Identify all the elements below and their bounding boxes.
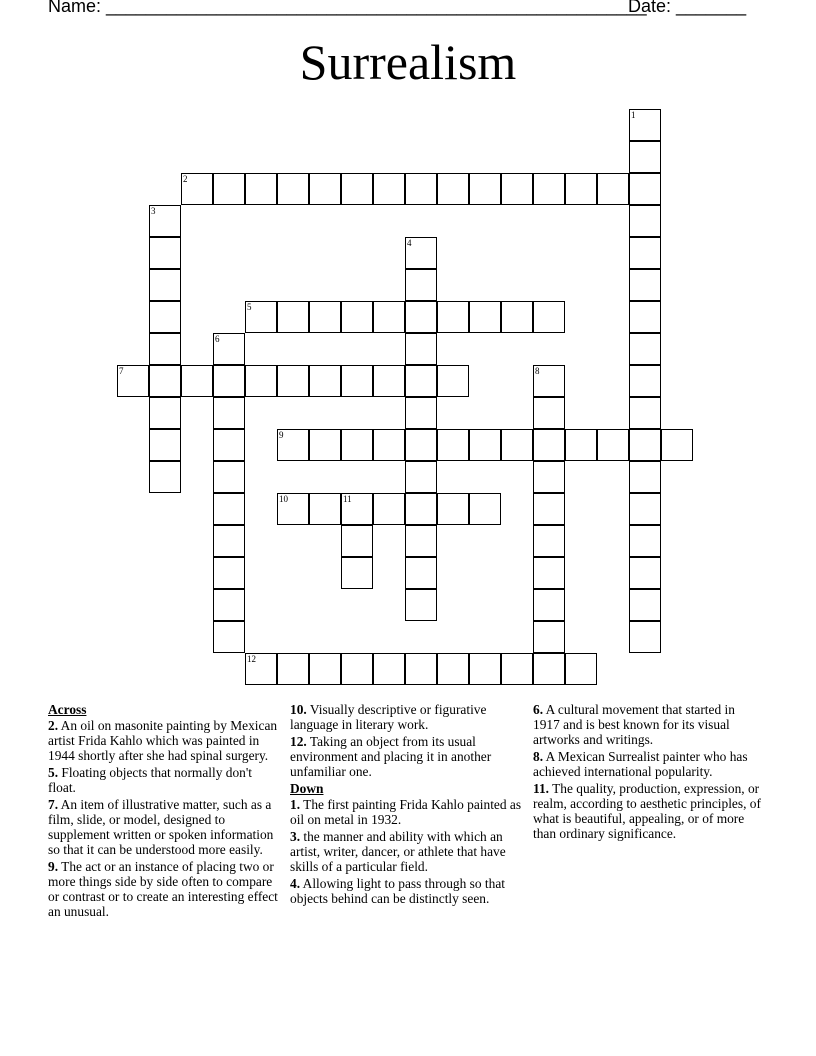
grid-cell[interactable] <box>213 557 245 589</box>
across-clue-list <box>48 718 282 919</box>
grid-cell[interactable] <box>245 173 277 205</box>
grid-cell[interactable] <box>437 429 469 461</box>
grid-cell[interactable] <box>277 493 309 525</box>
grid-cell[interactable] <box>405 653 437 685</box>
grid-cell[interactable] <box>373 493 405 525</box>
grid-cell[interactable] <box>501 429 533 461</box>
grid-cell[interactable] <box>149 333 181 365</box>
grid-cell[interactable] <box>373 653 405 685</box>
cell-number: 2 <box>183 174 188 184</box>
grid-cell[interactable] <box>533 173 565 205</box>
grid-cell[interactable] <box>533 493 565 525</box>
clue-text: A Mexican Surrealist painter who has achieved international popularity. <box>533 749 748 779</box>
grid-cell[interactable] <box>405 397 437 429</box>
grid-cell[interactable] <box>181 173 213 205</box>
clue-number: 6. <box>533 702 544 717</box>
grid-cell[interactable] <box>597 429 629 461</box>
clues-column-3 <box>533 702 761 843</box>
down-heading: Down <box>290 781 324 796</box>
clue-across-2 <box>48 718 282 763</box>
grid-cell[interactable] <box>629 461 661 493</box>
clue-number: 7. <box>48 797 59 812</box>
clue-text: the manner and ability with which an artist, writer, dancer, or athlete that have skills of a particular field. <box>290 829 506 874</box>
grid-cell[interactable] <box>405 589 437 621</box>
clue-across-9 <box>48 859 282 919</box>
clue-text: An oil on masonite painting by Mexican artist Frida Kahlo which was painted in 1944 shortly after she had spinal surgery. <box>48 718 278 763</box>
grid-cell[interactable] <box>533 397 565 429</box>
grid-cell[interactable] <box>533 589 565 621</box>
grid-cell[interactable] <box>437 173 469 205</box>
grid-cell[interactable] <box>629 141 661 173</box>
grid-cell[interactable] <box>533 557 565 589</box>
grid-cell[interactable] <box>245 301 277 333</box>
grid-cell[interactable] <box>533 525 565 557</box>
cell-number: 6 <box>215 334 220 344</box>
grid-cell[interactable] <box>629 525 661 557</box>
page-title: Surrealism <box>299 34 517 90</box>
grid-cell[interactable] <box>629 301 661 333</box>
grid-cell[interactable] <box>373 173 405 205</box>
across-heading: Across <box>48 702 87 717</box>
grid-cell[interactable] <box>117 365 149 397</box>
clue-number: 9. <box>48 859 59 874</box>
grid-cell[interactable] <box>149 269 181 301</box>
cell-number: 4 <box>407 238 412 248</box>
clue-down-11 <box>533 781 761 841</box>
grid-cell[interactable] <box>181 365 213 397</box>
grid-cell[interactable] <box>661 429 693 461</box>
grid-cell[interactable] <box>629 429 661 461</box>
grid-cell[interactable] <box>277 173 309 205</box>
grid-cell[interactable] <box>629 109 661 141</box>
grid-cell[interactable] <box>213 461 245 493</box>
grid-cell[interactable] <box>341 525 373 557</box>
grid-cell[interactable] <box>405 301 437 333</box>
grid-cell[interactable] <box>469 429 501 461</box>
cell-number: 11 <box>343 494 352 504</box>
grid-cell[interactable] <box>213 525 245 557</box>
grid-cell[interactable] <box>629 493 661 525</box>
clue-down-3 <box>290 829 526 874</box>
grid-cell[interactable] <box>149 301 181 333</box>
grid-cell[interactable] <box>341 301 373 333</box>
clue-text: The act or an instance of placing two or more things side by side often to compare or contrast or to create an interesting effect an unusual. <box>48 859 278 919</box>
grid-cell[interactable] <box>629 557 661 589</box>
clue-across-5 <box>48 765 282 795</box>
grid-cell[interactable] <box>213 429 245 461</box>
grid-cell[interactable] <box>629 269 661 301</box>
cell-number: 5 <box>247 302 252 312</box>
clue-text: Visually descriptive or figurative language in literary work. <box>290 702 487 732</box>
grid-cell[interactable] <box>469 493 501 525</box>
cell-number: 12 <box>247 654 256 664</box>
grid-cell[interactable] <box>277 365 309 397</box>
grid-cell[interactable] <box>309 493 341 525</box>
grid-cell[interactable] <box>533 301 565 333</box>
cell-number: 7 <box>119 366 124 376</box>
grid-cell[interactable] <box>277 301 309 333</box>
clue-number: 8. <box>533 749 544 764</box>
grid-cell[interactable] <box>533 365 565 397</box>
clue-number: 1. <box>290 797 301 812</box>
grid-cell[interactable] <box>373 429 405 461</box>
grid-cell[interactable] <box>149 429 181 461</box>
grid-cell[interactable] <box>373 301 405 333</box>
grid-cell[interactable] <box>245 365 277 397</box>
grid-cell[interactable] <box>213 493 245 525</box>
grid-cell[interactable] <box>341 429 373 461</box>
grid-cell[interactable] <box>213 589 245 621</box>
grid-cell[interactable] <box>501 653 533 685</box>
name-field-label[interactable]: Name: ______________________________________________________ <box>48 0 647 16</box>
clue-text: The first painting Frida Kahlo painted as oil on metal in 1932. <box>290 797 522 827</box>
grid-cell[interactable] <box>437 365 469 397</box>
grid-cell[interactable] <box>629 333 661 365</box>
grid-cell[interactable] <box>213 397 245 429</box>
clue-text: Floating objects that normally don't float. <box>48 765 252 795</box>
grid-cell[interactable] <box>533 461 565 493</box>
clue-number: 12. <box>290 734 307 749</box>
grid-cell[interactable] <box>277 653 309 685</box>
cell-number: 10 <box>279 494 288 504</box>
grid-cell[interactable] <box>533 429 565 461</box>
grid-cell[interactable] <box>373 365 405 397</box>
clue-number: 3. <box>290 829 301 844</box>
grid-cell[interactable] <box>437 653 469 685</box>
grid-cell[interactable] <box>341 557 373 589</box>
clue-number: 4. <box>290 876 301 891</box>
clue-text: The quality, production, expression, or realm, according to aesthetic principles, of what is beautiful, appealing, or of more than ordinary significance. <box>533 781 761 841</box>
grid-cell[interactable] <box>629 173 661 205</box>
grid-cell[interactable] <box>341 653 373 685</box>
clue-text: A cultural movement that started in 1917 and is best known for its visual artworks and writings. <box>533 702 735 747</box>
grid-cell[interactable] <box>405 557 437 589</box>
clue-number: 2. <box>48 718 59 733</box>
clue-down-8 <box>533 749 761 779</box>
grid-cell[interactable] <box>629 365 661 397</box>
grid-cell[interactable] <box>309 365 341 397</box>
grid-cell[interactable] <box>501 173 533 205</box>
grid-cell[interactable] <box>565 173 597 205</box>
grid-cell[interactable] <box>629 237 661 269</box>
grid-cell[interactable] <box>469 301 501 333</box>
grid-cell[interactable] <box>533 621 565 653</box>
cell-number: 1 <box>631 110 636 120</box>
clue-down-4 <box>290 876 526 906</box>
grid-cell[interactable] <box>501 301 533 333</box>
grid-cell[interactable] <box>149 461 181 493</box>
grid-cell[interactable] <box>533 653 565 685</box>
grid-cell[interactable] <box>149 397 181 429</box>
grid-cell[interactable] <box>149 365 181 397</box>
grid-cell[interactable] <box>213 173 245 205</box>
grid-cell[interactable] <box>341 365 373 397</box>
clue-number: 11. <box>533 781 549 796</box>
grid-cell[interactable] <box>405 269 437 301</box>
grid-cell[interactable] <box>309 173 341 205</box>
grid-cell[interactable] <box>437 301 469 333</box>
clue-down-6 <box>533 702 761 747</box>
grid-cell[interactable] <box>309 301 341 333</box>
grid-cell[interactable] <box>405 237 437 269</box>
grid-cell[interactable] <box>597 173 629 205</box>
grid-cell[interactable] <box>405 525 437 557</box>
grid-cell[interactable] <box>213 621 245 653</box>
grid-cell[interactable] <box>437 493 469 525</box>
grid-cell[interactable] <box>245 653 277 685</box>
grid-cell[interactable] <box>629 397 661 429</box>
cell-number: 3 <box>151 206 156 216</box>
grid-cell[interactable] <box>309 653 341 685</box>
grid-cell[interactable] <box>629 205 661 237</box>
grid-cell[interactable] <box>405 333 437 365</box>
grid-cell[interactable] <box>213 333 245 365</box>
grid-cell[interactable] <box>213 365 245 397</box>
grid-cell[interactable] <box>565 429 597 461</box>
cell-number: 9 <box>279 430 284 440</box>
grid-cell[interactable] <box>469 173 501 205</box>
grid-cell[interactable] <box>405 173 437 205</box>
clue-across-12 <box>290 734 526 779</box>
clues-column-1 <box>48 702 282 921</box>
grid-cell[interactable] <box>629 621 661 653</box>
clue-down-1 <box>290 797 526 827</box>
grid-cell[interactable] <box>341 173 373 205</box>
grid-cell[interactable] <box>405 493 437 525</box>
clue-across-10 <box>290 702 526 732</box>
clue-across-7 <box>48 797 282 857</box>
grid-cell[interactable] <box>341 493 373 525</box>
clue-number: 10. <box>290 702 307 717</box>
clue-text: Taking an object from its usual environment and placing it in another unfamiliar one. <box>290 734 492 779</box>
clues-column-2 <box>290 702 526 908</box>
grid-cell[interactable] <box>149 237 181 269</box>
grid-cell[interactable] <box>469 653 501 685</box>
grid-cell[interactable] <box>405 429 437 461</box>
grid-cell[interactable] <box>277 429 309 461</box>
grid-cell[interactable] <box>405 461 437 493</box>
clue-text: An item of illustrative matter, such as a film, slide, or model, designed to supplement written or spoken information so that it can be understood more easily. <box>48 797 274 857</box>
cell-number: 8 <box>535 366 540 376</box>
grid-cell[interactable] <box>309 429 341 461</box>
clue-number: 5. <box>48 765 59 780</box>
clue-text: Allowing light to pass through so that objects behind can be distinctly seen. <box>290 876 505 906</box>
grid-cell[interactable] <box>405 365 437 397</box>
date-field-label[interactable]: Date: _______ <box>628 0 747 16</box>
grid-cell[interactable] <box>565 653 597 685</box>
grid-cell[interactable] <box>149 205 181 237</box>
grid-cell[interactable] <box>629 589 661 621</box>
